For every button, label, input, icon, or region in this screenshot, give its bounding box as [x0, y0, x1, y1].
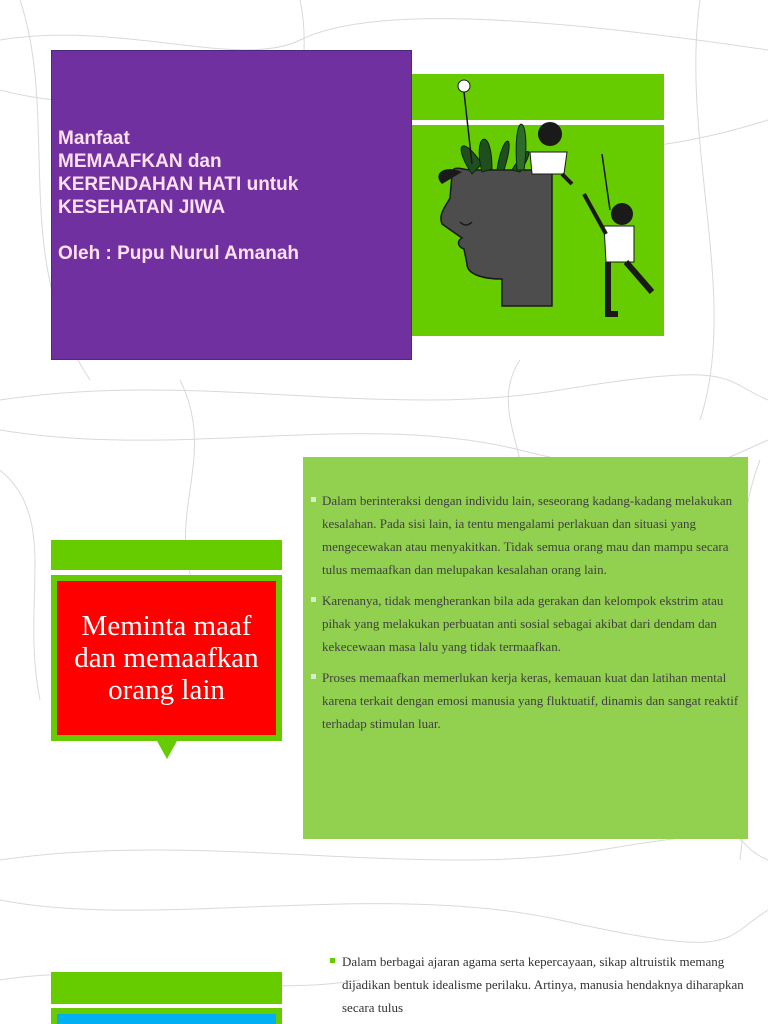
heading-top-bar	[51, 540, 282, 570]
square-bullet-icon	[330, 958, 335, 963]
square-bullet-icon	[311, 674, 316, 679]
title-box	[51, 50, 412, 360]
square-bullet-icon	[311, 497, 316, 502]
title-line: KERENDAHAN HATI untuk	[58, 174, 299, 195]
title-line: MEMAAFKAN dan	[58, 151, 222, 172]
list-item-text: Karenanya, tidak mengherankan bila ada gerakan dan kelompok ekstrim atau pihak yang melakukan perbuatan anti sosial sebagai akibat dari dendam dan kekecewaan masa lalu yang tidak termaafkan.	[322, 593, 724, 654]
heading-top-bar	[51, 972, 282, 1004]
list-item	[311, 489, 741, 581]
content-panel	[303, 457, 748, 839]
section-heading	[57, 1014, 276, 1024]
title-line: Manfaat	[58, 128, 130, 149]
square-bullet-icon	[311, 597, 316, 602]
list-item	[330, 950, 750, 1019]
down-arrow-icon	[157, 741, 177, 759]
section-heading	[57, 581, 276, 735]
list-item	[311, 589, 741, 658]
title-line: KESEHATAN JIWA	[58, 197, 226, 218]
heading-line: orang lain	[108, 674, 225, 706]
list-item-text: Proses memaafkan memerlukan kerja keras, kemauan kuat dan latihan mental karena terkait dengan emosi manusia yang fluktuatif, dinamis dan sangat reaktif terhadap stimulan luar.	[322, 670, 739, 731]
head-garden-illustration	[412, 74, 664, 336]
bullet-list	[311, 489, 741, 743]
author-line: Oleh : Pupu Nurul Amanah	[58, 243, 300, 264]
heading-line: Meminta maaf	[81, 610, 252, 642]
list-item-text: Dalam berinteraksi dengan individu lain, seseorang kadang-kadang melakukan kesalahan. Pada sisi lain, ia tentu mengalami perlakuan dan situasi yang mengecewakan atau menyakitkan. Tidak semua orang mau dan mampu secara tulus memaafkan dan melupakan kesalahan orang lain.	[322, 493, 733, 577]
title-text	[58, 127, 408, 265]
heading-line: dan memaafkan	[74, 642, 259, 674]
list-item	[311, 666, 741, 735]
list-item-text: Dalam berbagai ajaran agama serta kepercayaan, sikap altruistik memang dijadikan bentuk idealisme perilaku. Artinya, manusia hendaknya diharapkan secara tulus	[342, 954, 744, 1015]
bullet-list	[330, 950, 750, 1019]
